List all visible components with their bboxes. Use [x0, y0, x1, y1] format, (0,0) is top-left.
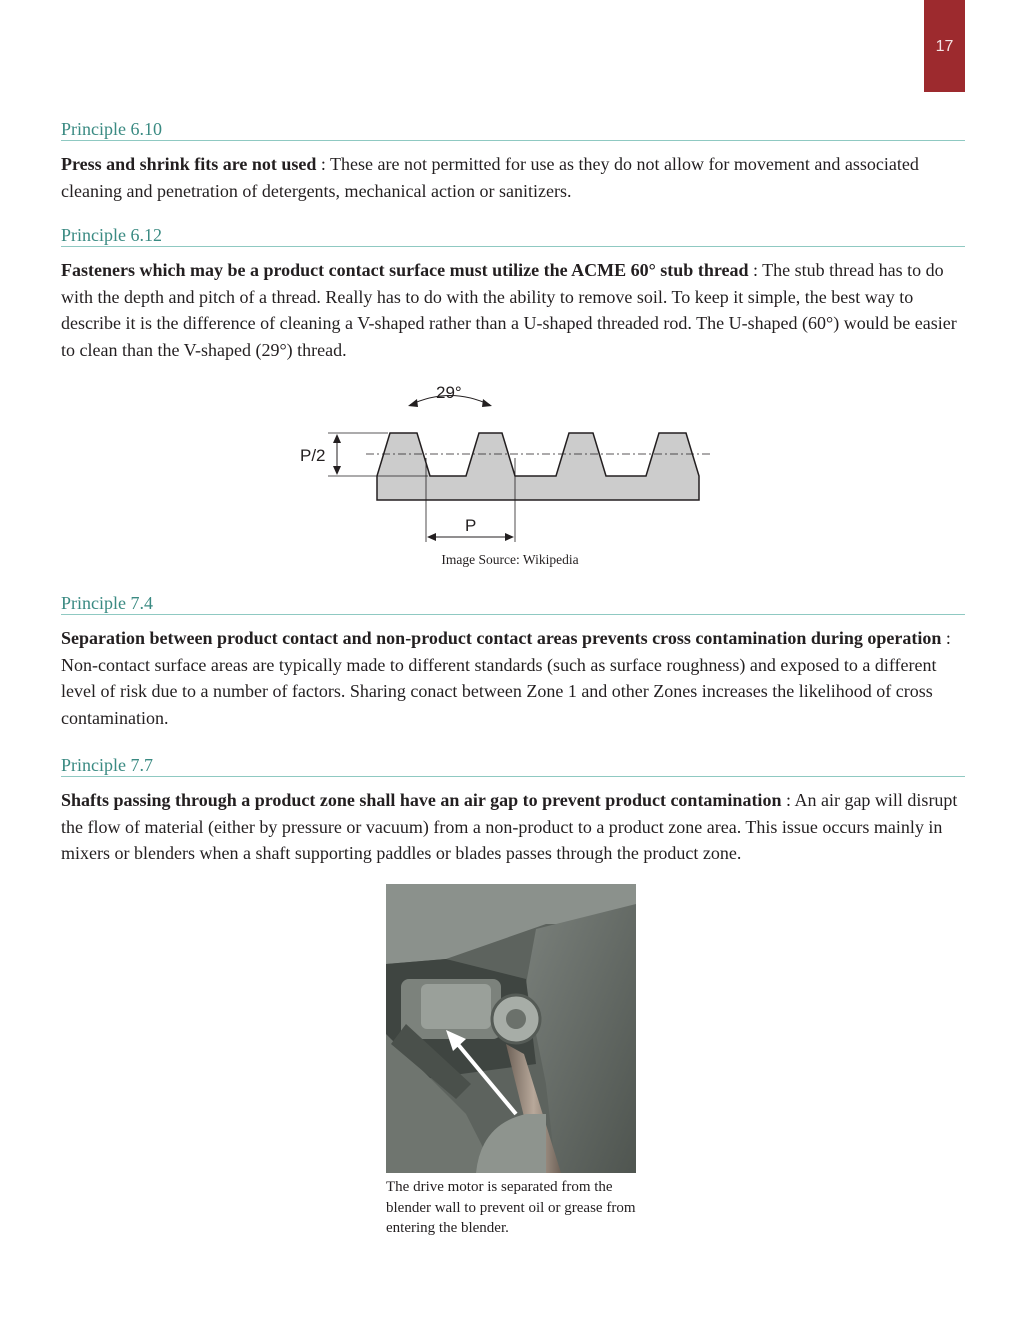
principle-paragraph [61, 257, 965, 363]
thread-profile [377, 433, 699, 500]
principle-heading: Principle 7.4 [61, 593, 965, 615]
principle-title: Separation between product contact and non-product contact areas prevents cross contamination during operation [61, 628, 942, 648]
half-pitch-label: P/2 [300, 446, 326, 465]
photo-caption: The drive motor is separated from the blender wall to prevent oil or grease from entering the blender. [386, 1179, 636, 1236]
page-number-tab: 17 [924, 0, 965, 92]
angle-label: 29° [436, 383, 462, 402]
principle-text: : An air gap will disrupt the flow of material (either by pressure or vacuum) from a non-product to a product zone area. This issue occurs mainly in mixers or blenders when a shaft supporting paddles or blades passes through the product zone. [61, 790, 958, 863]
blender-drive-photo [386, 884, 636, 1173]
principle-title: Shafts passing through a product zone shall have an air gap to prevent product contamination [61, 790, 782, 810]
principle-text: : Non-contact surface areas are typically made to different standards (such as surface roughness) and exposed to a different level of risk due to a number of factors. Sharing conact between Zone 1 and other Zones increases the likelihood of cross contamination. [61, 628, 951, 728]
principle-heading: Principle 6.10 [61, 119, 965, 141]
pitch-label: P [465, 516, 477, 535]
principle-text: : These are not permitted for use as they do not allow for movement and associated cleaning and penetration of detergents, mechanical action or sanitizers. [61, 154, 919, 201]
principle-text: : The stub thread has to do with the depth and pitch of a thread. Really has to do with the ability to remove soil. To keep it simple, the best way to describe it is the difference of cleaning a V-shaped rather than a U-shaped threaded rod. The U-shaped (60°) would be easier to clean than the V-shaped (29°) thread. [61, 260, 957, 360]
principle-heading: Principle 6.12 [61, 225, 965, 247]
principle-paragraph [61, 625, 965, 731]
principle-paragraph [61, 787, 965, 867]
principle-heading: Principle 7.7 [61, 755, 965, 777]
principle-paragraph [61, 151, 965, 204]
acme-thread-diagram [290, 378, 730, 535]
principle-title: Fasteners which may be a product contact surface must utilize the ACME 60° stub thread [61, 260, 749, 280]
principle-title: Press and shrink fits are not used [61, 154, 317, 174]
image-source-caption: Image Source: Wikipedia [441, 552, 579, 567]
